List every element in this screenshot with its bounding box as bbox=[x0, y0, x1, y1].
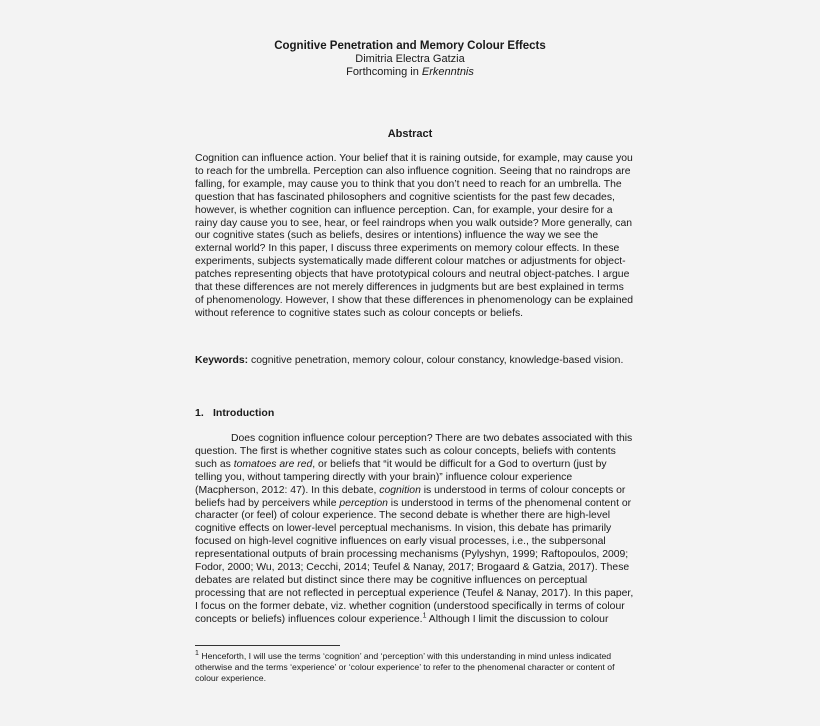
footnote-divider bbox=[195, 645, 340, 646]
intro-text-1: Does cognition influence colour perception? There are two debates associated with this question. The first is whether cognitive states such as colour concepts, beliefs with contents such as bbox=[195, 433, 633, 470]
intro-text-2: , or beliefs that “it would be difficult for a God to overturn (just by telling you, without tampering directly with your brain)” influence colour experience (Macpherson, 2012: 47). In this debate, bbox=[195, 458, 607, 496]
footnote-text: Henceforth, I will use the terms ‘cognition’ and ‘perception’ with this understanding in mind unless indicated otherwise and the terms ‘experience’ or ‘colour experience’ to refer to the phenomenal character or content of colour experience. bbox=[195, 651, 615, 683]
footnote-reference: 1 bbox=[422, 612, 427, 620]
keywords-label: Keywords: bbox=[195, 355, 249, 366]
footnote bbox=[195, 651, 635, 684]
forthcoming-line bbox=[0, 66, 820, 79]
intro-emphasis-cognition: cognition bbox=[379, 484, 421, 496]
section-heading-introduction bbox=[195, 407, 274, 420]
author-name: Dimitria Electra Gatzia bbox=[355, 53, 465, 65]
journal-name: Erkenntnis bbox=[421, 66, 474, 78]
intro-emphasis-perception: perception bbox=[339, 497, 388, 509]
abstract-heading: Abstract bbox=[387, 128, 433, 140]
section-number: 1. bbox=[195, 407, 204, 419]
intro-text-3: is understood in terms of colour concepts or beliefs had by perceivers while bbox=[195, 484, 626, 509]
forthcoming-prefix: Forthcoming in bbox=[346, 66, 422, 78]
keywords-line bbox=[195, 355, 635, 368]
keywords-text: cognitive penetration, memory colour, colour constancy, knowledge-based vision. bbox=[248, 355, 624, 366]
footnote-mark: 1 bbox=[195, 650, 199, 658]
paper-title: Cognitive Penetration and Memory Colour Effects bbox=[274, 40, 546, 52]
section-title: Introduction bbox=[213, 407, 275, 419]
introduction-paragraph bbox=[195, 433, 635, 627]
intro-text-4: is understood in terms of the phenomenal content or character (or feel) of colour experience. The second debate is whether there are high-level cognitive effects on lower-level perceptual mechanisms. In vision, this debate has primarily focused on high-level cognitive influences on early visual processes, i.e., the subpersonal representational outputs of brain processing mechanisms (Pylyshyn, 1999; Raftopoulos, 2009; Fodor, 2000; Wu, 2013; Cecchi, 2014; Teufel & Nanay, 2017; Brogaard & Gatzia, 2017). These debates are related but distinct since there may be cognitive influences on perceptual processing that are not reflected in perceptual experience (Teufel & Nanay, 2017). In this paper, I focus on the former debate, viz. whether cognition (understood specifically in terms of colour concepts or beliefs) influences colour experience. bbox=[195, 497, 634, 625]
intro-emphasis-tomatoes: tomatoes are red bbox=[233, 458, 313, 470]
intro-text-5: Although I limit the discussion to colour bbox=[426, 613, 609, 625]
abstract-text: Cognition can influence action. Your belief that it is raining outside, for example, may cause you to reach for the umbrella. Perception can also influence cognition. Seeing that no raindrops are falling, for example, may cause you to think that you don’t need to reach for an umbrella. The question that has fascinated philosophers and cognitive scientists for the past few decades, however, is whether cognition can influence perception. Can, for example, your desire for a rainy day cause you to see, hear, or feel raindrops when you walk outside? More generally, can our cognitive states (such as beliefs, desires or intentions) influence the way we see the external world? In this paper, I discuss three experiments on memory colour effects. In these experiments, subjects systematically made different colour matches or adjustments for object-patches representing objects that have prototypical colours and neutral object-patches. I argue that these differences are not merely differences in judgments but are best explained in terms of phenomenology. However, I show that these differences in phenomenology can be explained without reference to cognitive states such as colour concepts or beliefs. bbox=[195, 153, 634, 319]
